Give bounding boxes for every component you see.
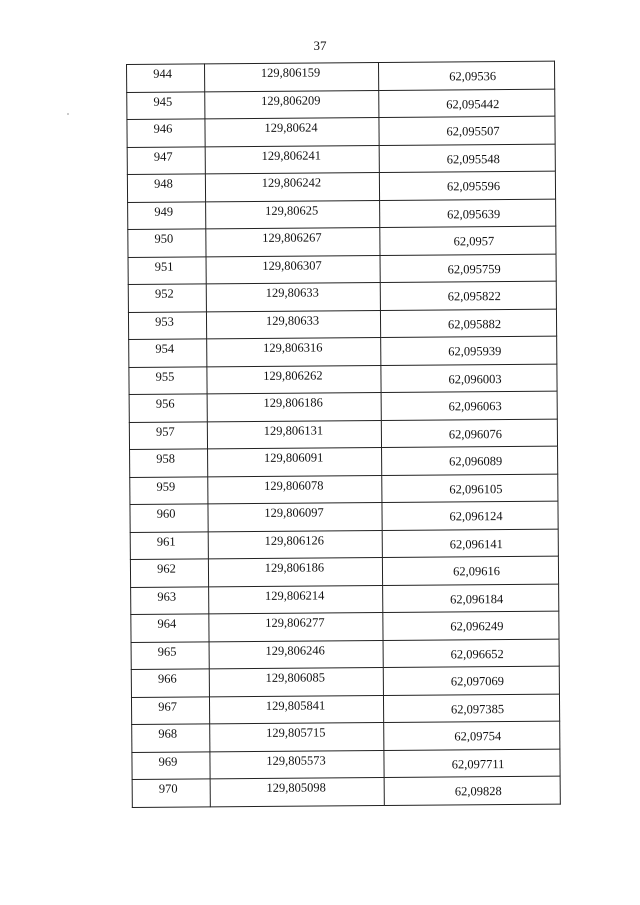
- point-number-cell: 956: [129, 394, 207, 422]
- table-row: [128, 254, 556, 285]
- table-row: [127, 144, 555, 175]
- point-number-cell: 960: [130, 504, 208, 532]
- x-coordinate-cell: 129,805841: [209, 695, 383, 724]
- point-number-cell: 953: [128, 311, 206, 339]
- y-coordinate-cell: 62,096652: [383, 639, 559, 668]
- y-coordinate-cell: 62,095548: [379, 144, 555, 173]
- x-coordinate-cell: 129,806214: [209, 585, 383, 614]
- point-number-cell: 957: [129, 421, 207, 449]
- point-number-cell: 951: [128, 256, 206, 284]
- point-number-cell: 946: [127, 119, 205, 147]
- x-coordinate-cell: 129,806242: [205, 173, 379, 202]
- y-coordinate-cell: 62,095759: [380, 254, 556, 283]
- coordinates-table-body: [127, 61, 561, 807]
- x-coordinate-cell: 129,806126: [208, 530, 382, 559]
- table-row: [129, 391, 557, 422]
- x-coordinate-cell: 129,805573: [210, 750, 384, 779]
- table-row: [129, 336, 557, 367]
- x-coordinate-cell: 129,806085: [209, 667, 383, 696]
- table-row: [127, 116, 555, 147]
- coordinates-table: [126, 61, 561, 808]
- y-coordinate-cell: 62,097711: [384, 749, 560, 778]
- table-row: [129, 364, 557, 395]
- table-row: [127, 171, 555, 202]
- point-number-cell: 959: [130, 476, 208, 504]
- x-coordinate-cell: 129,80633: [206, 283, 380, 312]
- table-row: [128, 281, 556, 312]
- y-coordinate-cell: 62,095939: [381, 336, 557, 365]
- x-coordinate-cell: 129,80633: [206, 310, 380, 339]
- x-coordinate-cell: 129,806209: [205, 90, 379, 119]
- table-row: [130, 556, 558, 587]
- y-coordinate-cell: 62,095882: [380, 309, 556, 338]
- y-coordinate-cell: 62,095507: [379, 116, 555, 145]
- y-coordinate-cell: 62,0957: [380, 226, 556, 255]
- table-row: [132, 721, 560, 752]
- table-row: [131, 694, 559, 725]
- y-coordinate-cell: 62,096063: [381, 391, 557, 420]
- point-number-cell: 947: [127, 146, 205, 174]
- y-coordinate-cell: 62,097069: [383, 666, 559, 695]
- point-number-cell: 963: [131, 586, 209, 614]
- point-number-cell: 970: [132, 779, 210, 807]
- point-number-cell: 948: [127, 174, 205, 202]
- x-coordinate-cell: 129,806277: [209, 612, 383, 641]
- y-coordinate-cell: 62,096124: [382, 501, 558, 530]
- point-number-cell: 967: [131, 696, 209, 724]
- point-number-cell: 944: [127, 64, 205, 92]
- point-number-cell: 965: [131, 641, 209, 669]
- y-coordinate-cell: 62,095639: [380, 199, 556, 228]
- x-coordinate-cell: 129,806307: [206, 255, 380, 284]
- table-row: [131, 639, 559, 670]
- x-coordinate-cell: 129,806186: [207, 393, 381, 422]
- point-number-cell: 964: [131, 614, 209, 642]
- point-number-cell: 954: [129, 339, 207, 367]
- table-row: [128, 309, 556, 340]
- y-coordinate-cell: 62,096076: [381, 419, 557, 448]
- y-coordinate-cell: 62,097385: [383, 694, 559, 723]
- y-coordinate-cell: 62,096105: [382, 474, 558, 503]
- y-coordinate-cell: 62,095442: [379, 89, 555, 118]
- point-number-cell: 949: [128, 201, 206, 229]
- table-row: [130, 446, 558, 477]
- table-row: [130, 501, 558, 532]
- x-coordinate-cell: 129,806316: [207, 338, 381, 367]
- y-coordinate-cell: 62,09616: [382, 556, 558, 585]
- table-row: [131, 584, 559, 615]
- y-coordinate-cell: 62,095596: [379, 171, 555, 200]
- y-coordinate-cell: 62,09536: [378, 61, 554, 90]
- y-coordinate-cell: 62,096003: [381, 364, 557, 393]
- table-row: [130, 529, 558, 560]
- y-coordinate-cell: 62,096249: [383, 611, 559, 640]
- point-number-cell: 952: [128, 284, 206, 312]
- x-coordinate-cell: 129,806078: [208, 475, 382, 504]
- point-number-cell: 958: [130, 449, 208, 477]
- table-row: [127, 89, 555, 120]
- point-number-cell: 969: [132, 751, 210, 779]
- x-coordinate-cell: 129,806131: [207, 420, 381, 449]
- x-coordinate-cell: 129,806246: [209, 640, 383, 669]
- table-row: [127, 61, 555, 92]
- table-row: [129, 419, 557, 450]
- x-coordinate-cell: 129,806097: [208, 503, 382, 532]
- y-coordinate-cell: 62,095822: [380, 281, 556, 310]
- scan-speck: [67, 113, 69, 115]
- y-coordinate-cell: 62,096141: [382, 529, 558, 558]
- y-coordinate-cell: 62,096184: [383, 584, 559, 613]
- table-row: [132, 749, 560, 780]
- point-number-cell: 962: [130, 559, 208, 587]
- x-coordinate-cell: 129,806267: [206, 228, 380, 257]
- x-coordinate-cell: 129,805715: [210, 722, 384, 751]
- x-coordinate-cell: 129,806262: [207, 365, 381, 394]
- table-row: [131, 666, 559, 697]
- table-row: [131, 611, 559, 642]
- point-number-cell: 961: [130, 531, 208, 559]
- table-row: [130, 474, 558, 505]
- y-coordinate-cell: 62,09754: [384, 721, 560, 750]
- table-row: [128, 199, 556, 230]
- point-number-cell: 950: [128, 229, 206, 257]
- point-number-cell: 968: [132, 724, 210, 752]
- x-coordinate-cell: 129,806241: [205, 145, 379, 174]
- point-number-cell: 955: [129, 366, 207, 394]
- point-number-cell: 966: [131, 669, 209, 697]
- x-coordinate-cell: 129,80625: [206, 200, 380, 229]
- y-coordinate-cell: 62,09828: [384, 776, 560, 805]
- table-row: [132, 776, 560, 807]
- x-coordinate-cell: 129,806091: [208, 448, 382, 477]
- table-row: [128, 226, 556, 257]
- x-coordinate-cell: 129,80624: [205, 118, 379, 147]
- point-number-cell: 945: [127, 91, 205, 119]
- x-coordinate-cell: 129,806159: [205, 63, 379, 92]
- x-coordinate-cell: 129,806186: [208, 558, 382, 587]
- page-number: 37: [313, 38, 327, 53]
- y-coordinate-cell: 62,096089: [382, 446, 558, 475]
- x-coordinate-cell: 129,805098: [210, 777, 384, 806]
